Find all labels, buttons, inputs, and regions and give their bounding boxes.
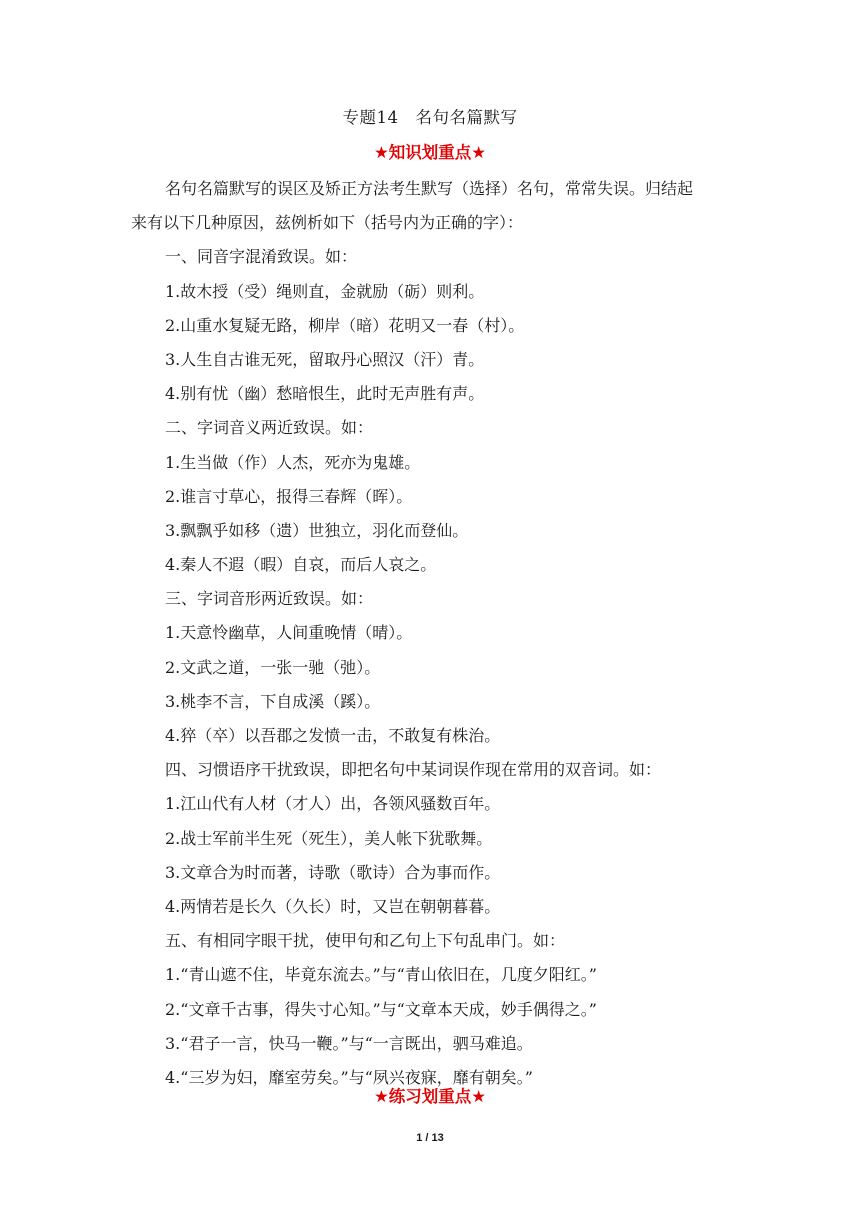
list-item: 2.谁言寸草心，报得三春辉（晖）。 [165,486,413,506]
list-item: 3.“君子一言，快马一鞭。”与“一言既出，驷马难追。 [165,1033,533,1053]
intro-line: 名句名篇默写的误区及矫正方法考生默写（选择）名句，常常失误。归结起 [165,179,694,198]
list-item: 1.故木授（受）绳则直，金就励（砺）则利。 [165,281,485,301]
list-item: 4.“三岁为妇，靡室劳矣。”与“夙兴夜寐，靡有朝矣。” [165,1067,533,1087]
list-item: 3.飘飘乎如移（遗）世独立，羽化而登仙。 [165,520,469,540]
body-content [131,172,731,1095]
section-heading: 四、习惯语序干扰致误，即把名句中某词误作现在常用的双音词。如： [165,760,662,780]
page-number: 1 / 13 [416,1132,444,1144]
practice-heading: ★练习划重点★ [373,1087,487,1106]
list-item: 3.人生自古谁无死，留取丹心照汉（汗）青。 [165,349,485,369]
list-item: 1.“青山遮不住，毕竟东流去。”与“青山依旧在，几度夕阳红。” [165,965,597,985]
list-item: 4.猝（卒）以吾郡之发愤一击，不敢复有株治。 [165,726,501,745]
list-item: 3.桃李不言，下自成溪（蹊）。 [165,691,381,711]
list-item: 2.战士军前半生死（死生），美人帐下犹歌舞。 [165,828,493,848]
section-heading: 二、字词音义两近致误。如： [165,418,374,438]
list-item: 1.天意怜幽草，人间重晚情（晴）。 [165,623,413,643]
list-item: 2.山重水复疑无路，柳岸（暗）花明又一春（村）。 [165,315,525,335]
list-item: 4.秦人不遐（暇）自哀，而后人哀之。 [165,555,437,575]
list-item: 2.“文章千古事，得失寸心知。”与“文章本天成，妙手偶得之。” [165,999,597,1019]
list-item: 1.生当做（作）人杰，死亦为鬼雄。 [165,452,421,472]
list-item: 4.别有忧（幽）愁暗恨生，此时无声胜有声。 [165,384,485,404]
list-item: 4.两情若是长久（久长）时，又岂在朝朝暮暮。 [165,896,501,916]
intro-line: 来有以下几种原因，兹例析如下（括号内为正确的字）： [131,213,524,233]
section-heading: 三、字词音形两近致误。如： [165,589,374,609]
knowledge-heading: ★知识划重点★ [373,143,487,162]
page-title: 专题14 名句名篇默写 [342,108,518,127]
list-item: 3.文章合为时而著，诗歌（歌诗）合为事而作。 [165,862,501,882]
list-item: 1.江山代有人材（才人）出，各领风骚数百年。 [165,794,501,814]
section-heading: 一、同音字混淆致误。如： [165,247,358,267]
section-heading: 五、有相同字眼干扰，使甲句和乙句上下句乱串门。如： [165,931,566,951]
list-item: 2.文武之道，一张一驰（弛）。 [165,657,381,677]
